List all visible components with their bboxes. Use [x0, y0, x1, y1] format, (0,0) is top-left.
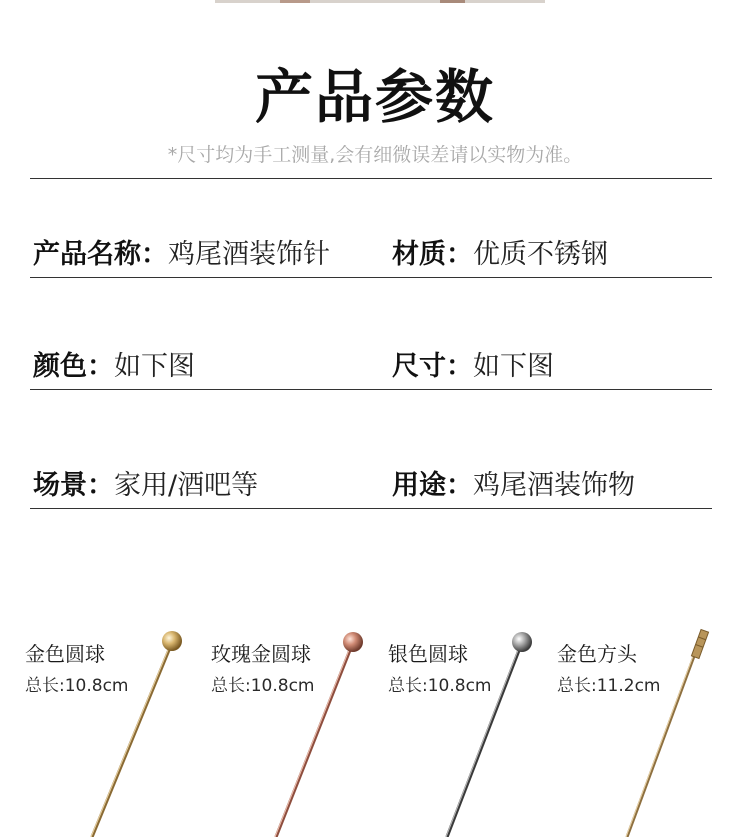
spec-usage [392, 468, 635, 504]
spec-value: 如下图 [473, 351, 554, 382]
spec-key: 场景： [33, 470, 114, 501]
variant-name-silver-ball: 银色圆球 [388, 642, 468, 666]
measurement-note: *尺寸均为手工测量,会有细微误差请以实物为准。 [167, 144, 583, 166]
spec-key: 颜色： [33, 351, 114, 382]
row-divider [30, 508, 712, 509]
variant-length-gold-square: 总长:11.2cm [557, 676, 661, 696]
page-title: 产品参数 [254, 63, 495, 131]
spec-key: 材质： [392, 239, 473, 270]
spec-size [392, 349, 554, 385]
variant-name-gold-square: 金色方头 [557, 642, 637, 666]
spec-value: 鸡尾酒装饰针 [168, 239, 330, 270]
cocktail-pins-illustration [0, 600, 750, 837]
variant-length-silver-ball: 总长:10.8cm [388, 676, 492, 696]
row-divider [30, 277, 712, 278]
title-divider [30, 178, 712, 179]
spec-value: 家用/酒吧等 [114, 470, 259, 501]
row-divider [30, 389, 712, 390]
top-edge-decoration [0, 0, 750, 6]
spec-value: 如下图 [114, 351, 195, 382]
spec-material [392, 237, 608, 273]
gold-square-head-pin [626, 629, 709, 837]
variant-name-gold-ball: 金色圆球 [25, 642, 105, 666]
spec-scene [33, 468, 258, 504]
variant-length-gold-ball: 总长:10.8cm [25, 676, 129, 696]
spec-product-name [33, 237, 330, 273]
spec-value: 优质不锈钢 [473, 239, 608, 270]
spec-key: 用途： [392, 470, 473, 501]
spec-key: 产品名称： [33, 239, 168, 270]
spec-value: 鸡尾酒装饰物 [473, 470, 635, 501]
variant-name-rose-gold-ball: 玫瑰金圆球 [211, 642, 311, 666]
variant-length-rose-gold-ball: 总长:10.8cm [211, 676, 315, 696]
spec-color [33, 349, 195, 385]
spec-key: 尺寸： [392, 351, 473, 382]
